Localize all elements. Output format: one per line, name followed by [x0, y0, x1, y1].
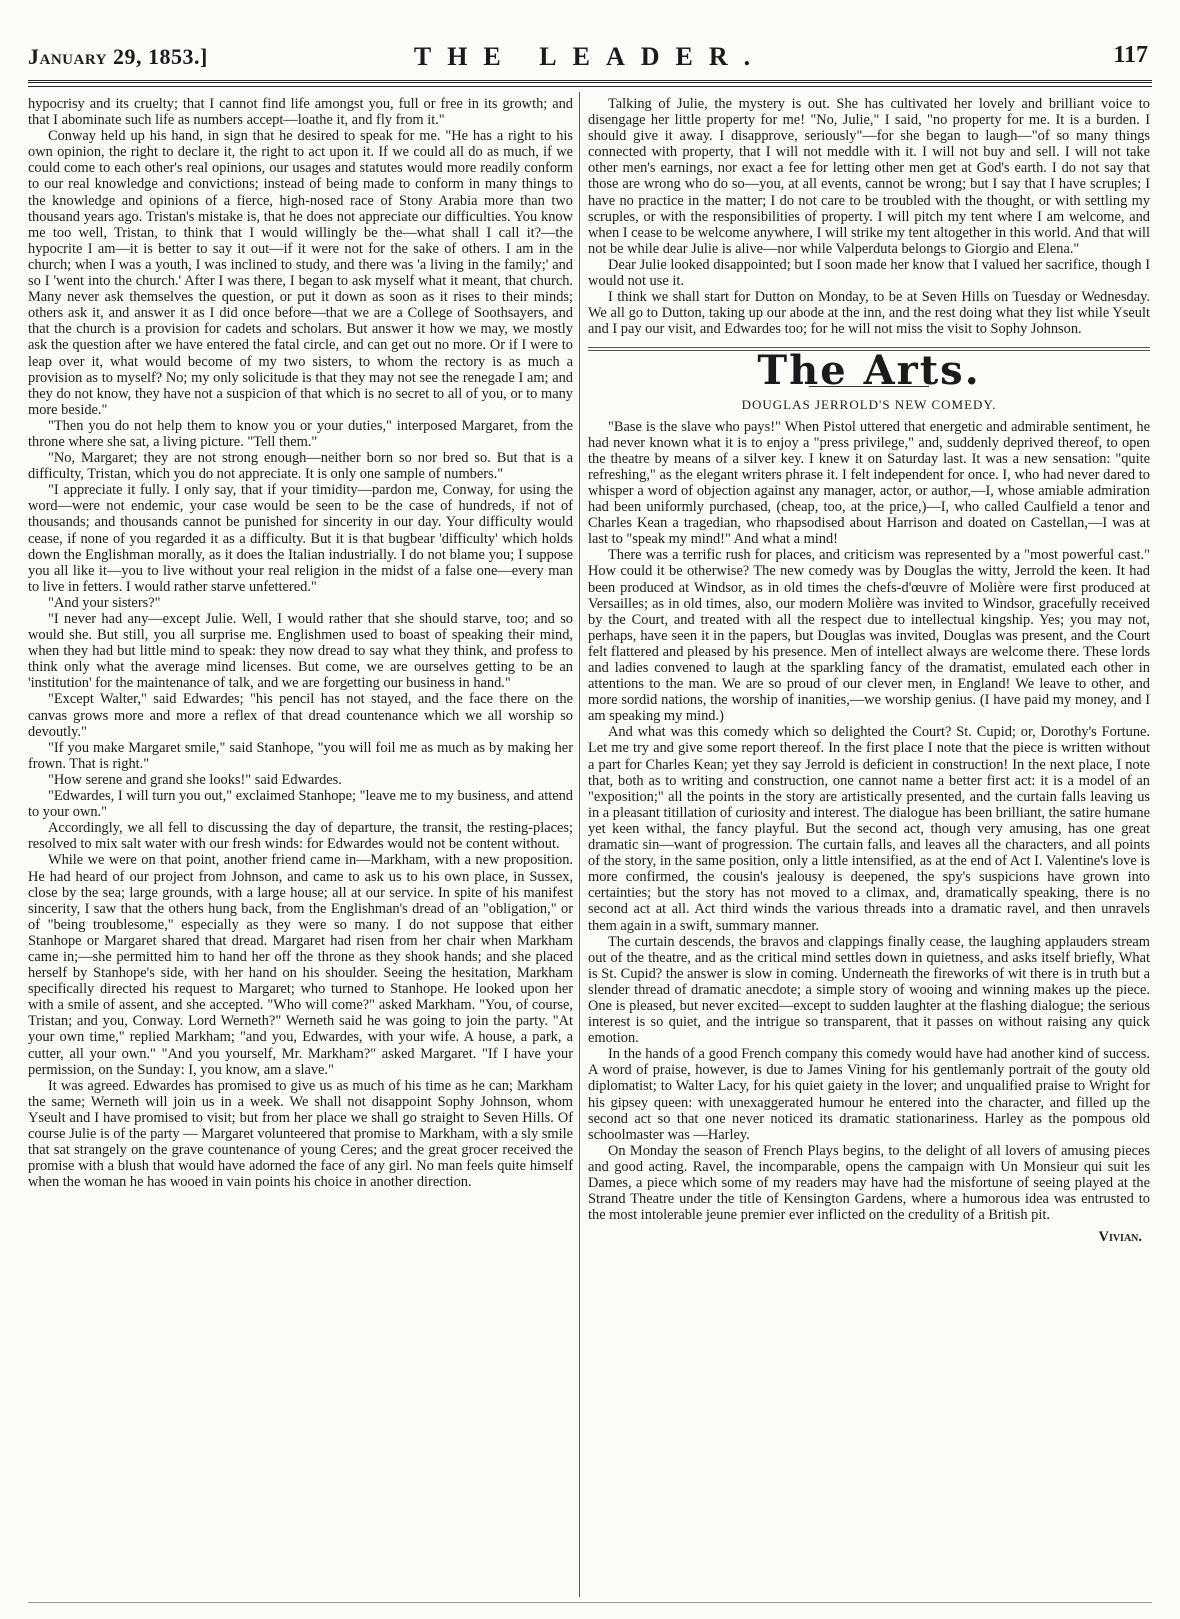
footer-rule [28, 1602, 1152, 1603]
left-column [28, 96, 573, 1190]
arts-paragraph: There was a terrific rush for places, and criticism was represented by a "most powerful cast." How could it be otherwise? The new comedy was by Douglas the witty, Jerrold the keen. It had been produced at Windsor, as in old times the chefs-d'œuvre of Molière were first produced at Versailles; as in old times, also, our modern Molière was invited to Windsor, gracefully received by the Court, and treated with all the respect due to intellectual kingship. Yes; you may not, perhaps, have seen it in the papers, but Douglas was invited, Douglas was present, and the Court felt flattered and pleased by his presence. Men of intellect always are welcome there. These lords and ladies convened to laugh at the sparkling fancy of the dramatist, emulated each other in attentions to the man. We are so proud of our clever men, in England! We leave to other, and more sordid nations, the worship of inanities,—we worship genius. (I have paid my money, and I am speaking my mind.) [588, 547, 1150, 725]
author-signature: Vivian. [1098, 1229, 1142, 1246]
arts-paragraph: "Base is the slave who pays!" When Pistol uttered that energetic and admirable sentiment, he had never known what it is to enjoy a "press privilege," and, suddenly deprived thereof, to open the theatre by means of a silver key. I knew it on Saturday last. It was a new sensation: "quite refreshing," as the elegant writers phrase it. I felt independent for once. I, who had never dared to whisper a word of objection against any manager, actor, or author,—I, whose amiable admiration had been uniformly purchased, (cheap, too, at the price,)—I, who called Caulfield a tenor and Charles Kean a tragedian, who rhapsodised about Harrison and doated on Castellan,—I was at last to "speak my mind!" And what a mind! [588, 418, 1150, 548]
header-double-rule [28, 80, 1152, 83]
left-paragraph: While we were on that point, another friend came in—Markham, with a new proposition. He had heard of our project from Johnson, and came to ask us to his own place, in Sussex, close by the sea; large grounds, with a large house; all at our service. In spite of his manifest sincerity, I saw that the others hung back, from the Englishman's dread of an "obligation," or of "being troublesome," especially as they were so many. I do not suppose that either Stanhope or Margaret shared that dread. Margaret had risen from her chair when Markham came in;—she permitted him to hand her off the throne as they shook hands; and she placed herself by Stanhope's side, with her hand on his shoulder. Seeing the hesitation, Markham specifically directed his request to Margaret; who turned to Stanhope. He looked upon her with a smile of assent, and she accepted. "Who will come?" asked Markham. "You, of course, Tristan; and you, Conway. Lord Werneth?" Werneth said he was going to join the party. "At your own time," replied Markham; "and you, Edwardes, with your wife. A house, a park, a cutter, all your own." "And you yourself, Mr. Markham?" asked Margaret. "If I have your permission, on the Sunday: I, you know, am a slave." [28, 852, 573, 1078]
masthead [28, 38, 1152, 76]
article-title: DOUGLAS JERROLD'S NEW COMEDY. [741, 396, 997, 412]
arts-paragraph: On Monday the season of French Plays begins, to the delight of all lovers of amusing pieces and good acting. Ravel, the incomparable, opens the campaign with Un Monsieur qui suit les Dames, a piece which some of my readers may have had the misfortune of seeing played at the Strand Theatre under the title of Kensington Gardens, where a humorous idea was entrusted to the most intolerable jeune premier ever inflicted on the credulity of a British pit. [588, 1142, 1150, 1224]
left-paragraph: "Then you do not help them to know you or your duties," interposed Margaret, from the throne where she sat, a living picture. "Tell them." [28, 417, 573, 450]
left-paragraph: Conway held up his hand, in sign that he desired to speak for me. "He has a right to his own opinion, the right to declare it, the right to act upon it. If we could all do as much, if we could come to each other's real opinions, our usages and statutes would more readily conform to our real knowledge and convictions; instead of being made to conform in many things to the knowledge and opinions of a fierce, high-nosed race of Stony Arabia more than two thousand years ago. Tristan's mistake is, that he does not appreciate our difficulties. You know me too well, Tristan, to think that I would willingly be the—what shall I call it?—the hypocrite I am—it is better to say it out—if it were not for the sake of others. I am in the church; when I was a youth, I was inclined to study, and there was 'a living in the family;' and so I 'went into the church.' After I was there, I began to ask myself what it meant, that church. Many never ask themselves the question, or put it down as soon as it rises to their minds; others ask it, and answer it as I did once before—that we are a College of Soothsayers, and that the church is a provision for cadets and scholars. But answer it how we may, we mostly ask the question after we have entered the fatal circle, and can get out no more. Or if I were to leap over it, what would become of my two sisters, to whom the rectory is as much a provision as to myself? No; my only solicitude is that they may not see the renegade I am; and they do not know, they have not a suspicion of that which is no secret to all of you, or to many more beside." [28, 128, 573, 418]
left-paragraph: "No, Margaret; they are not strong enough—neither born so nor bred so. But that is a difficulty, Tristan, which you do not appreciate. It is only one sample of numbers." [28, 450, 573, 483]
newspaper-title: THE LEADER. [413, 42, 767, 71]
left-paragraph: "Except Walter," said Edwardes; "his pencil has not stayed, and the face there on the canvas grows more and more a reflex of that dread countenance which we all worship so devoutly." [28, 691, 573, 740]
right-paragraph: Dear Julie looked disappointed; but I soon made her know that I valued her sacrifice, though I would not use it. [588, 256, 1150, 290]
left-paragraph: "I appreciate it fully. I only say, that if your timidity—pardon me, Conway, for using the word—were not endemic, your case would be seen to be the case of hundreds, if not of thousands; and thousands cannot be punished for sincerity in our day. Your difficulty would cease, if none of you regarded it as a difficulty. But it is that bugbear 'difficulty' which holds down the Englishman morally, as it does the Italian industrially. I do not blame you; I suppose you all like it—you to live without your real religion in the midst of a false one—every man to live in fetters. I would rather starve unfettered." [28, 482, 573, 595]
right-paragraph: Talking of Julie, the mystery is out. She has cultivated her lovely and brilliant voice to disengage her little property for me! "No, Julie," I said, "no property for me. It is a burden. I should give it away. I disapprove, seriously"—for she began to laugh—"of so many things connected with property, that I will not meddle with it. I will not buy and sell. I will not take other men's earnings, nor exact a fee for letting other men get at God's earth. I do not say that those are wrong who do so—you, at all events, cannot be wrong; but I say that I have scruples; I have no practice in the matter; I do not care to be troubled with the thought, or with settling my scruples, or with the responsibilities of property. I will pitch my tent where I am welcome, and when I cease to be welcome anywhere, I will strike my tent altogether in this world. And that will not be while dear Julie is alive—nor while Valperduta belongs to Giorgio and Elena." [588, 96, 1150, 257]
left-paragraph: Accordingly, we all fell to discussing the day of departure, the transit, the resting-places; resolved to mix salt water with our fresh winds: for Edwardes would not be content without. [28, 820, 573, 853]
page-number: 117 [1113, 42, 1148, 68]
issue-date: January 29, 1853.] [28, 44, 208, 69]
left-paragraph: "Edwardes, I will turn you out," exclaimed Stanhope; "leave me to my business, and attend to your own." [28, 788, 573, 821]
column-divider [579, 92, 580, 1597]
arts-paragraph: And what was this comedy which so delighted the Court? St. Cupid; or, Dorothy's Fortune. Let me try and give some report thereof. In the first place I note that the piece is written without a part for Charles Kean; yet they say Jerrold is deficient in construction! In the next place, I note that, both as to writing and construction, one cannot name a better first act: it is a model of an "exposition;" all the points in the story are artistically presented, and the curtain falls leaving us in a pleasant titillation of curiosity and interest. The dialogue has been brilliant, the satire humane yet keen withal, the fancy playful. But the second act, though very amusing, has one great dramatic sin—want of progression. The curtain falls, and leaves all the characters, and all points of the story, in the same position, only a little intensified, as at the end of Act I. Valentine's love is more confirmed, the cousin's jealousy is deepened, the spy's suspicions have grown into certainties; but the story has not moved to a climax, and, dramatically speaking, there is no second act at all. Act third winds the various threads into a dramatic ravel, and then unravels them again in a swift, summary manner. [588, 724, 1151, 934]
right-column [588, 96, 1150, 1245]
header-thin-rule [28, 86, 1152, 87]
arts-paragraph: In the hands of a good French company this comedy would have had another kind of success. A word of praise, however, is due to James Vining for his gentlemanly portrait of the gouty old diplomatist; to Walter Lacy, for his quiet gaiety in the lover; and unqualified praise to Wright for his gipsey queen: with unexaggerated humour he entered into the character, and filled up the second act so that one never noticed its dramatic stationariness. Harley as the pompous old schoolmaster was —Harley. [588, 1046, 1150, 1143]
left-paragraph: hypocrisy and its cruelty; that I cannot find life amongst you, full or free in its growth; and that I abominate such life as numbers accept—loathe it, and fly from it." [28, 96, 573, 129]
left-paragraph: It was agreed. Edwardes has promised to give us as much of his time as he can; Markham the same; Werneth will join us in a week. We shall not disappoint Sophy Johnson, whom Yseult and I have promised to visit; but from her place we shall go straight to Seven Hills. Of course Julie is of the party — Margaret volunteered that promise to Markham, with a sly smile that sat strangely on the grave countenance of young Ceres; and the great grocer received the promise with a blush that would have adorned the face of any girl. No man feels quite himself when the woman he has wooed in vain points his choice in another direction. [28, 1077, 573, 1191]
left-paragraph: "I never had any—except Julie. Well, I would rather that she should starve, too; and so would she. But still, you all surprise me. Englishmen used to boast of speaking their mind, when they had but little mind to speak: they now dread to say what they think, and profess to think only what the average mind licenses. But come, we are ourselves getting to be an 'institution' for the maintenance of talk, and we are forgetting our business in hand." [28, 611, 573, 692]
arts-section-heading: The Arts. [757, 347, 981, 395]
arts-paragraph: The curtain descends, the bravos and clappings finally cease, the laughing applauders stream out of the theatre, and as the critical mind settles down in quietness, and asks itself briefly, What is St. Cupid? the answer is slow in coming. Underneath the fireworks of wit there is in truth but a slender thread of dramatic anecdote; a simple story of wooing and winning makes up the piece. One is pleased, but never excited—except to sudden laughter at the flashing dialogue; the serious interest is so quiet, and the intrigue so transparent, that it passes on without raising any quick emotion. [588, 933, 1150, 1047]
right-paragraph: I think we shall start for Dutton on Monday, to be at Seven Hills on Tuesday or Wednesday. We all go to Dutton, taking up our abode at the inn, and the rest doing what they list while Yseult and I pay our visit, and Edwardes too; for he will not miss the visit to Sophy Johnson. [588, 289, 1150, 338]
left-paragraph: "How serene and grand she looks!" said Edwardes. [48, 771, 342, 788]
left-paragraph: "And your sisters?" [48, 594, 161, 611]
left-paragraph: "If you make Margaret smile," said Stanhope, "you will foil me as much as by making her frown. That is right." [28, 739, 573, 772]
